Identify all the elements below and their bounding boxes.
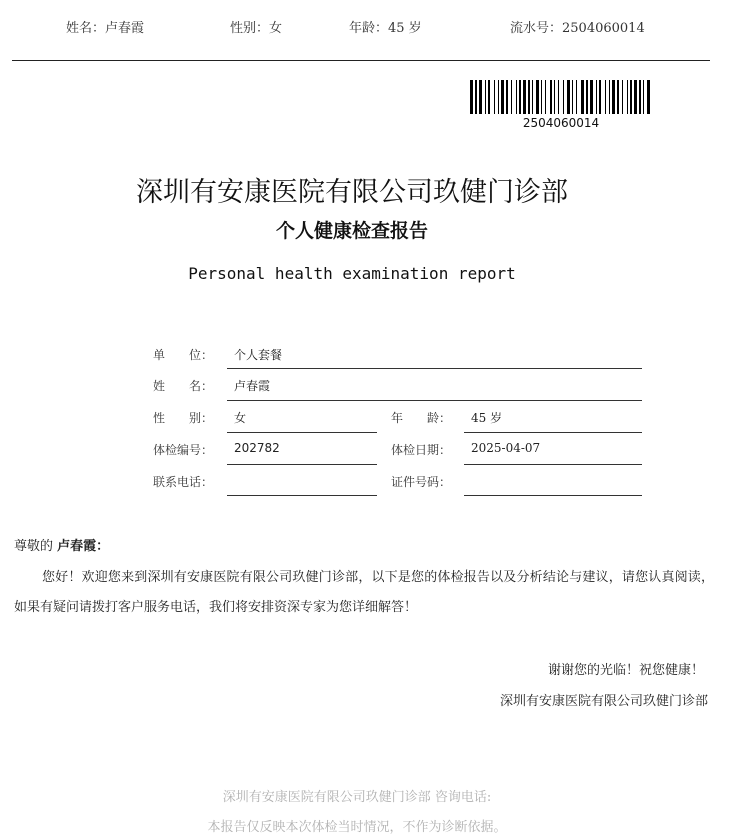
header-gender: 性别：女: [230, 21, 283, 36]
barcode-bar: [470, 80, 473, 114]
barcode-bar: [550, 80, 552, 114]
barcode-bar: [581, 80, 584, 114]
barcode-bar: [630, 80, 632, 114]
barcode-bar: [541, 80, 542, 114]
barcode-bar: [612, 80, 615, 114]
footer-contact: 深圳有安康医院有限公司玖健门诊部 咨询电话:: [222, 790, 492, 805]
header-age: 年龄：45 岁: [349, 21, 422, 36]
phone-underline: [227, 495, 377, 496]
exam-no-label: 体检编号：: [153, 443, 214, 457]
barcode-bar: [498, 80, 499, 114]
hospital-title: 深圳有安康医院有限公司玖健门诊部: [136, 177, 568, 208]
header-serial: 流水号：2504060014: [510, 21, 645, 36]
barcode-bar: [488, 80, 490, 114]
barcode-bar: [485, 80, 486, 114]
exam-date-underline: [464, 464, 642, 465]
barcode-bar: [554, 80, 555, 114]
barcode-text: 2504060014: [522, 116, 600, 130]
barcode-bar: [494, 80, 495, 114]
barcode-bar: [576, 80, 577, 114]
barcode-bar: [501, 80, 504, 114]
age-label: 年 龄：: [391, 411, 452, 425]
header-name: 姓名：卢春霞: [66, 21, 145, 36]
barcode-bar: [590, 80, 593, 114]
barcode-bar: [567, 80, 570, 114]
header-divider: [12, 60, 710, 61]
barcode-bar: [479, 80, 482, 114]
barcode: [470, 80, 652, 114]
barcode-bar: [572, 80, 573, 114]
barcode-bar: [639, 80, 641, 114]
barcode-bar: [596, 80, 597, 114]
greeting-prefix: 尊敬的: [14, 539, 54, 554]
report-title-en: Personal health examination report: [188, 264, 516, 283]
phone-label: 联系电话：: [153, 475, 214, 489]
name-value: 卢春霞: [234, 379, 271, 393]
unit-value: 个人套餐: [234, 348, 283, 362]
barcode-bar: [475, 80, 477, 114]
barcode-bar: [627, 80, 628, 114]
barcode-bar: [647, 80, 650, 114]
barcode-bar: [599, 80, 601, 114]
barcode-bar: [545, 80, 546, 114]
barcode-bar: [532, 80, 533, 114]
barcode-bar: [523, 80, 526, 114]
id-underline: [464, 495, 642, 496]
gender-underline: [227, 432, 377, 433]
greeting-name: 卢春霞：: [57, 539, 110, 554]
unit-label: 单 位：: [153, 348, 214, 362]
barcode-bar: [617, 80, 619, 114]
unit-underline: [227, 368, 642, 369]
age-underline: [464, 432, 642, 433]
greeting: [14, 535, 109, 554]
barcode-bar: [643, 80, 644, 114]
barcode-bar: [536, 80, 539, 114]
name-underline: [227, 400, 642, 401]
report-title-cn: 个人健康检查报告: [275, 220, 428, 242]
letter-body: 您好！欢迎您来到深圳有安康医院有限公司玖健门诊部，以下是您的体检报告以及分析结论与建议，请您认真阅读，如果有疑问请拨打客户服务电话，我们将安排资深专家为您详细解答！: [14, 570, 714, 615]
barcode-bar: [605, 80, 606, 114]
barcode-bar: [634, 80, 637, 114]
barcode-bar: [516, 80, 517, 114]
barcode-bar: [528, 80, 530, 114]
id-label: 证件号码：: [391, 475, 452, 489]
gender-value: 女: [234, 411, 247, 425]
barcode-bar: [586, 80, 588, 114]
exam-no-underline: [227, 464, 377, 465]
footer-disclaimer: 本报告仅反映本次体检当时情况，不作为诊断依据。: [207, 820, 507, 835]
barcode-bar: [511, 80, 512, 114]
barcode-bar: [519, 80, 521, 114]
exam-no-value: 202782: [234, 441, 280, 455]
age-value: 45 岁: [471, 411, 503, 425]
barcode-bar: [506, 80, 508, 114]
gender-label: 性 别：: [153, 411, 214, 425]
barcode-bar: [558, 80, 559, 114]
exam-date-value: 2025-04-07: [471, 441, 541, 455]
barcode-bar: [609, 80, 610, 114]
name-label: 姓 名：: [153, 379, 214, 393]
signature-line: 深圳有安康医院有限公司玖健门诊部: [499, 694, 708, 709]
thanks-line: 谢谢您的光临！祝您健康！: [547, 663, 704, 678]
barcode-bar: [622, 80, 623, 114]
barcode-bar: [563, 80, 564, 114]
exam-date-label: 体检日期：: [391, 443, 452, 457]
